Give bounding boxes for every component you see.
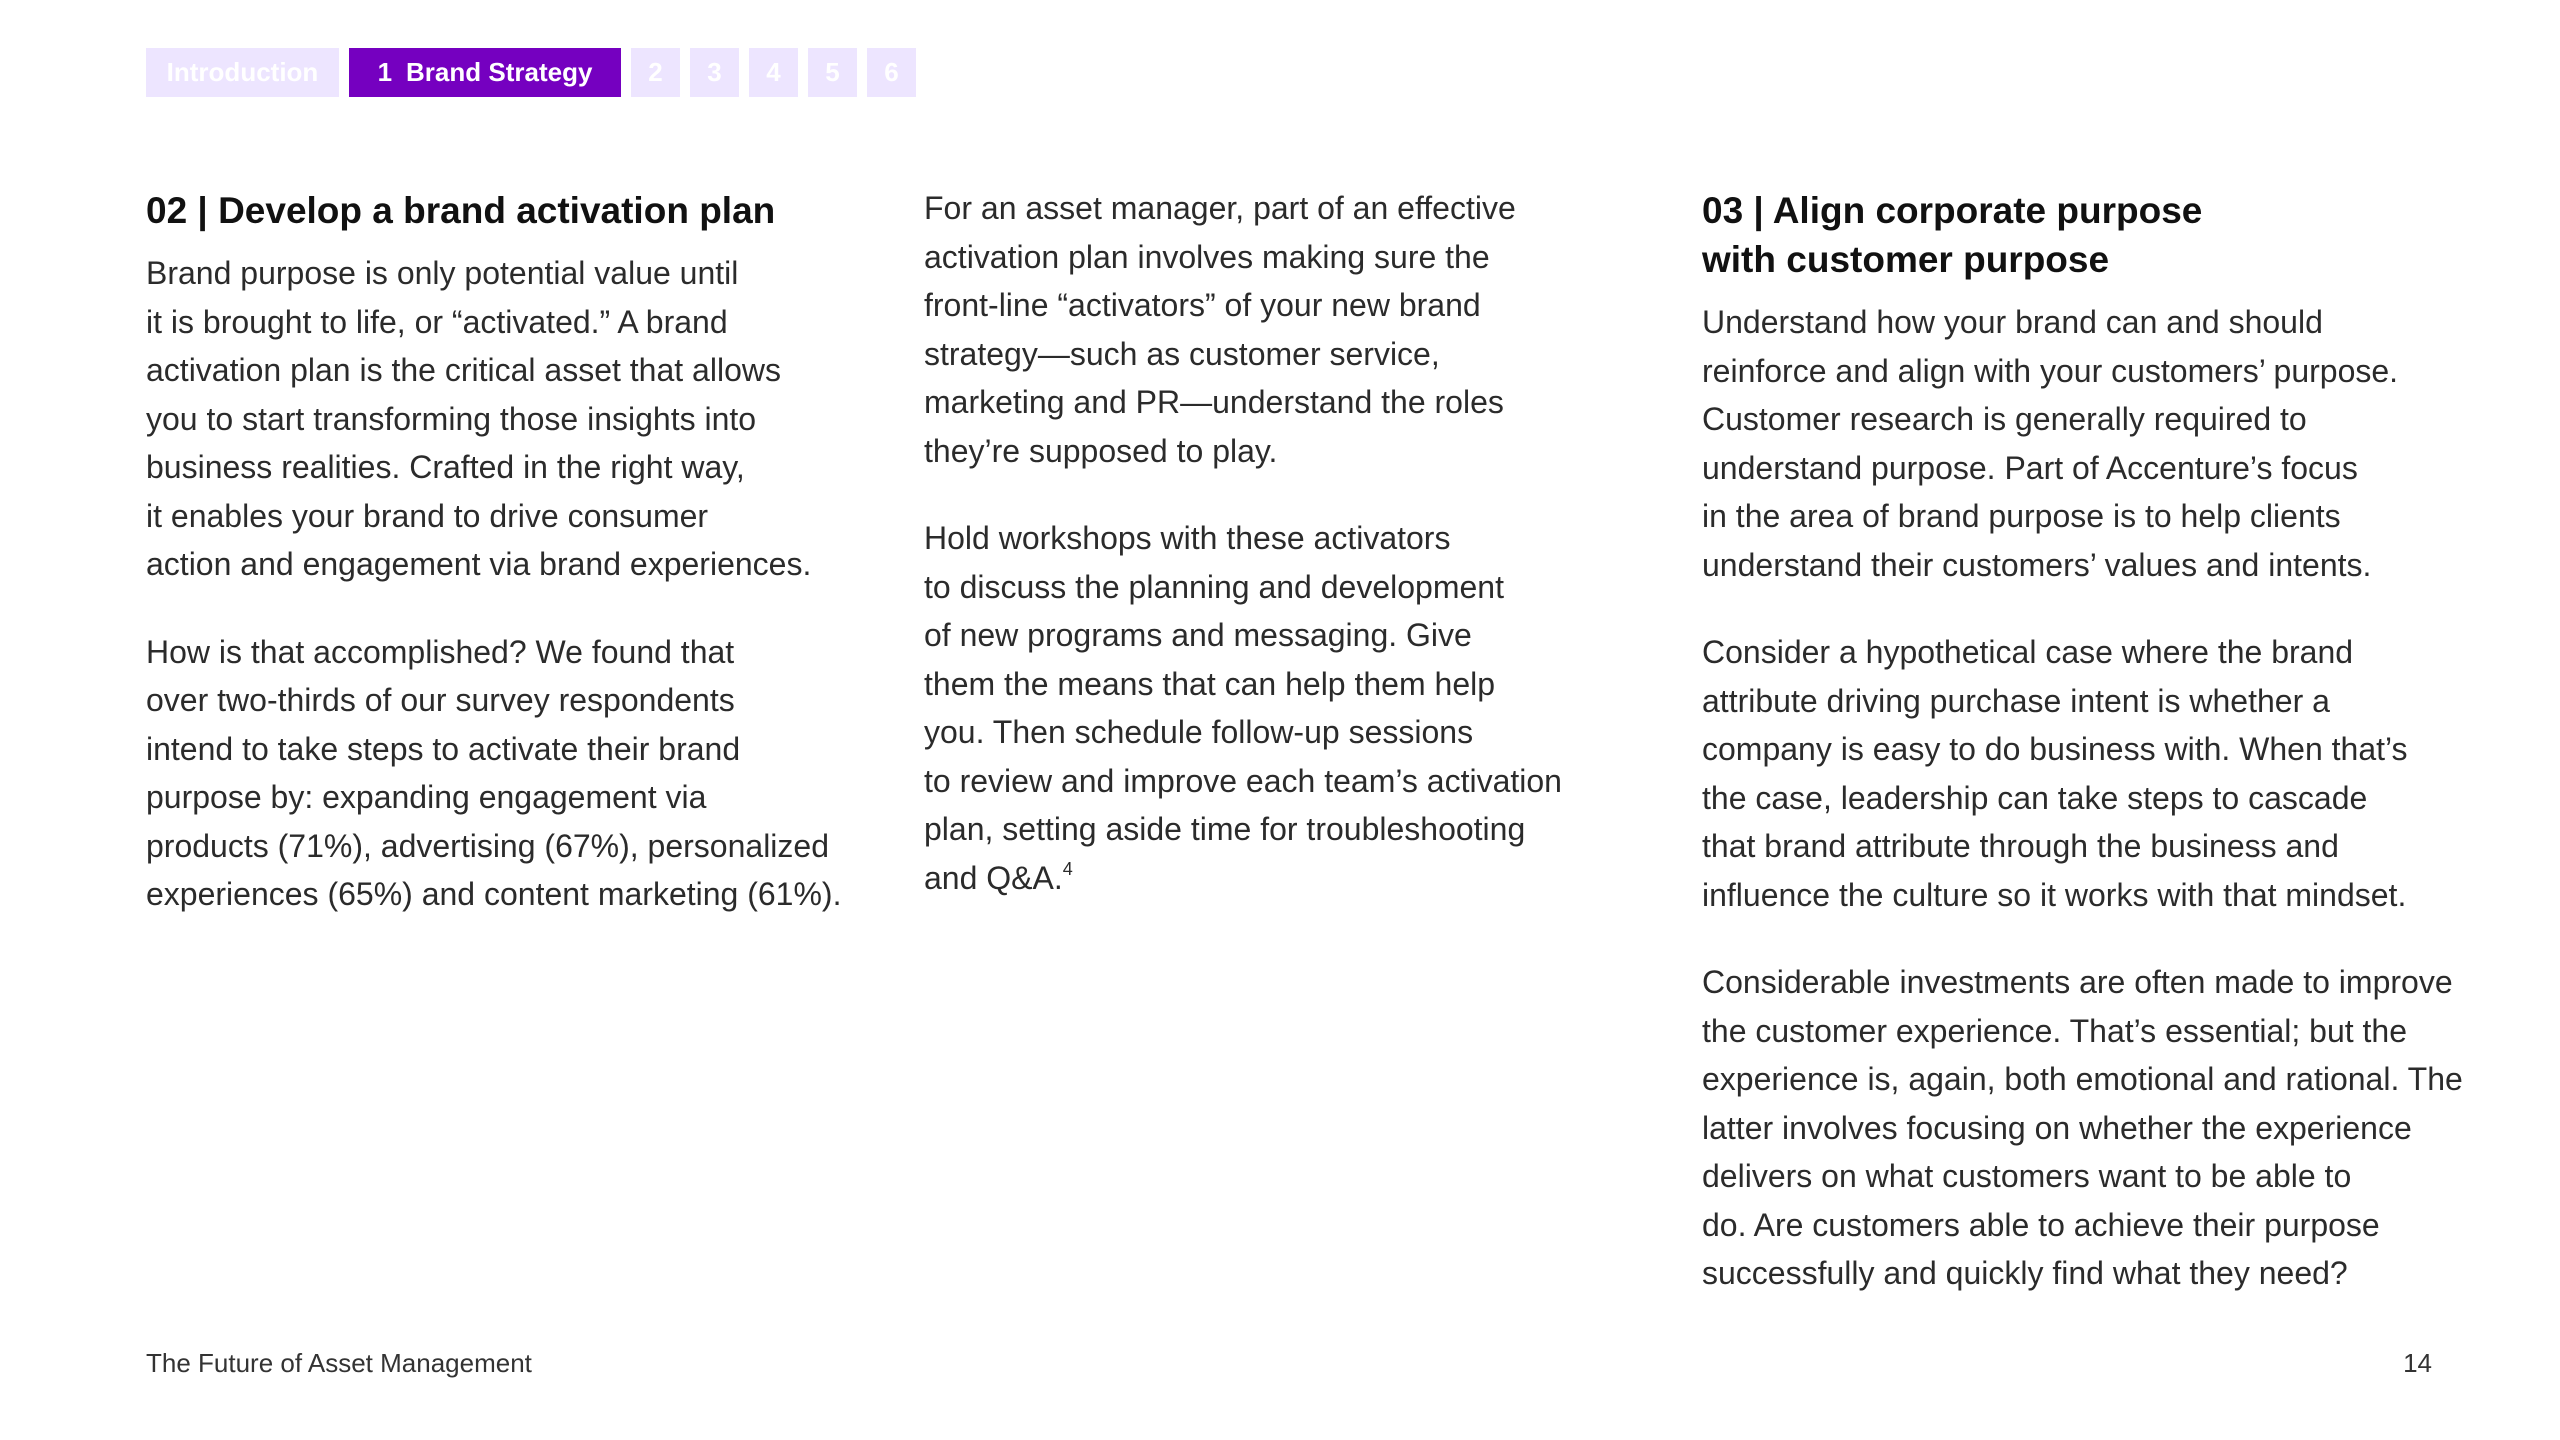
- text-line: Consider a hypothetical case where the brand: [1702, 634, 2354, 670]
- footnote-ref[interactable]: 4: [1062, 858, 1073, 879]
- text-line: front-line “activators” of your new brand: [924, 287, 1481, 323]
- paragraph: [924, 514, 1644, 902]
- text-line: action and engagement via brand experiences.: [146, 546, 812, 582]
- section-heading-02: 02 | Develop a brand activation plan: [146, 190, 776, 231]
- text-line: do. Are customers able to achieve their purpose: [1702, 1206, 2380, 1243]
- text-line: delivers on what customers want to be able to: [1702, 1158, 2352, 1194]
- text-line: influence the culture so it works with that mindset.: [1702, 876, 2407, 913]
- text-line: plan, setting aside time for troubleshooting: [924, 811, 1526, 847]
- text-line: they’re supposed to play.: [924, 432, 1278, 469]
- text-line: products (71%), advertising (67%), personalized: [146, 827, 829, 864]
- text-line: it enables your brand to drive consumer: [146, 497, 709, 534]
- text-line: Understand how your brand can and should: [1702, 304, 2323, 340]
- text-line: purpose by: expanding engagement via: [146, 779, 707, 815]
- text-line: experiences (65%) and content marketing (61%).: [146, 876, 842, 912]
- heading-line: with customer purpose: [1702, 239, 2110, 280]
- text-line: [924, 854, 1644, 903]
- text-line: activation plan involves making sure the: [924, 238, 1490, 275]
- text-line: business realities. Crafted in the right way,: [146, 449, 745, 485]
- text-line: you to start transforming those insights into: [146, 400, 757, 437]
- tab-5[interactable]: 5: [808, 48, 857, 97]
- column-activators: [924, 184, 1644, 941]
- text-line: successfully and quickly find what they need?: [1702, 1255, 2348, 1291]
- text-line: How is that accomplished? We found that: [146, 633, 735, 670]
- paragraph: [146, 249, 866, 589]
- text-line: over two-thirds of our survey respondents: [146, 682, 735, 718]
- text-line: them the means that can help them help: [924, 665, 1496, 702]
- text-line: reinforce and align with your customers’ purpose.: [1702, 352, 2399, 389]
- paragraph: [1702, 628, 2462, 919]
- tab-2[interactable]: 2: [631, 48, 680, 97]
- paragraph: [924, 184, 1644, 475]
- text-line: the customer experience. That’s essential; but the: [1702, 1012, 2407, 1049]
- text-line: Customer research is generally required to: [1702, 401, 2307, 437]
- paragraph: [146, 628, 866, 919]
- text-line: to discuss the planning and development: [924, 568, 1504, 605]
- text-line: the case, leadership can take steps to cascade: [1702, 779, 2368, 816]
- tab-brand-strategy-number: 1: [377, 57, 393, 87]
- text-line: it is brought to life, or “activated.” A brand: [146, 303, 728, 340]
- text-line: Brand purpose is only potential value until: [146, 255, 739, 291]
- text-line: understand their customers’ values and intents.: [1702, 546, 2372, 583]
- text-line: strategy—such as customer service,: [924, 335, 1440, 372]
- text-line: intend to take steps to activate their brand: [146, 730, 741, 767]
- paragraph: [1702, 958, 2462, 1298]
- text-line: latter involves focusing on whether the experience: [1702, 1109, 2412, 1146]
- text-line: Hold workshops with these activators: [924, 520, 1451, 556]
- text-line: to review and improve each team’s activation: [924, 762, 1562, 799]
- paragraph: [1702, 298, 2462, 589]
- tab-4[interactable]: 4: [749, 48, 798, 97]
- text-line: marketing and PR—understand the roles: [924, 384, 1504, 420]
- text-line: understand purpose. Part of Accenture’s focus: [1702, 449, 2358, 486]
- section-nav: [146, 48, 916, 97]
- tab-introduction[interactable]: Introduction: [146, 48, 339, 97]
- column-corporate-purpose: [1702, 186, 2462, 1337]
- text-line: attribute driving purchase intent is whether a: [1702, 682, 2330, 719]
- tab-3[interactable]: 3: [690, 48, 739, 97]
- text-line: Considerable investments are often made to improve: [1702, 964, 2453, 1000]
- text-line: of new programs and messaging. Give: [924, 617, 1472, 653]
- tab-6[interactable]: 6: [867, 48, 916, 97]
- text-line: in the area of brand purpose is to help clients: [1702, 498, 2341, 534]
- section-heading-03: [1702, 186, 2462, 284]
- text-line: that brand attribute through the business and: [1702, 828, 2339, 864]
- tab-brand-strategy-label: Brand Strategy: [406, 57, 593, 87]
- text-line: you. Then schedule follow-up sessions: [924, 714, 1474, 750]
- footer-title: The Future of Asset Management: [146, 1348, 532, 1378]
- page-number: 14: [2403, 1348, 2432, 1378]
- text-line: activation plan is the critical asset that allows: [146, 352, 781, 388]
- text-line-end: and Q&A.: [924, 859, 1063, 896]
- text-line: For an asset manager, part of an effective: [924, 190, 1516, 226]
- heading-line: 03 | Align corporate purpose: [1702, 190, 2203, 231]
- text-line: experience is, again, both emotional and rational. The: [1702, 1061, 2463, 1097]
- tab-brand-strategy[interactable]: [349, 48, 621, 97]
- column-activation-plan: [146, 186, 866, 958]
- text-line: company is easy to do business with. When that’s: [1702, 731, 2408, 767]
